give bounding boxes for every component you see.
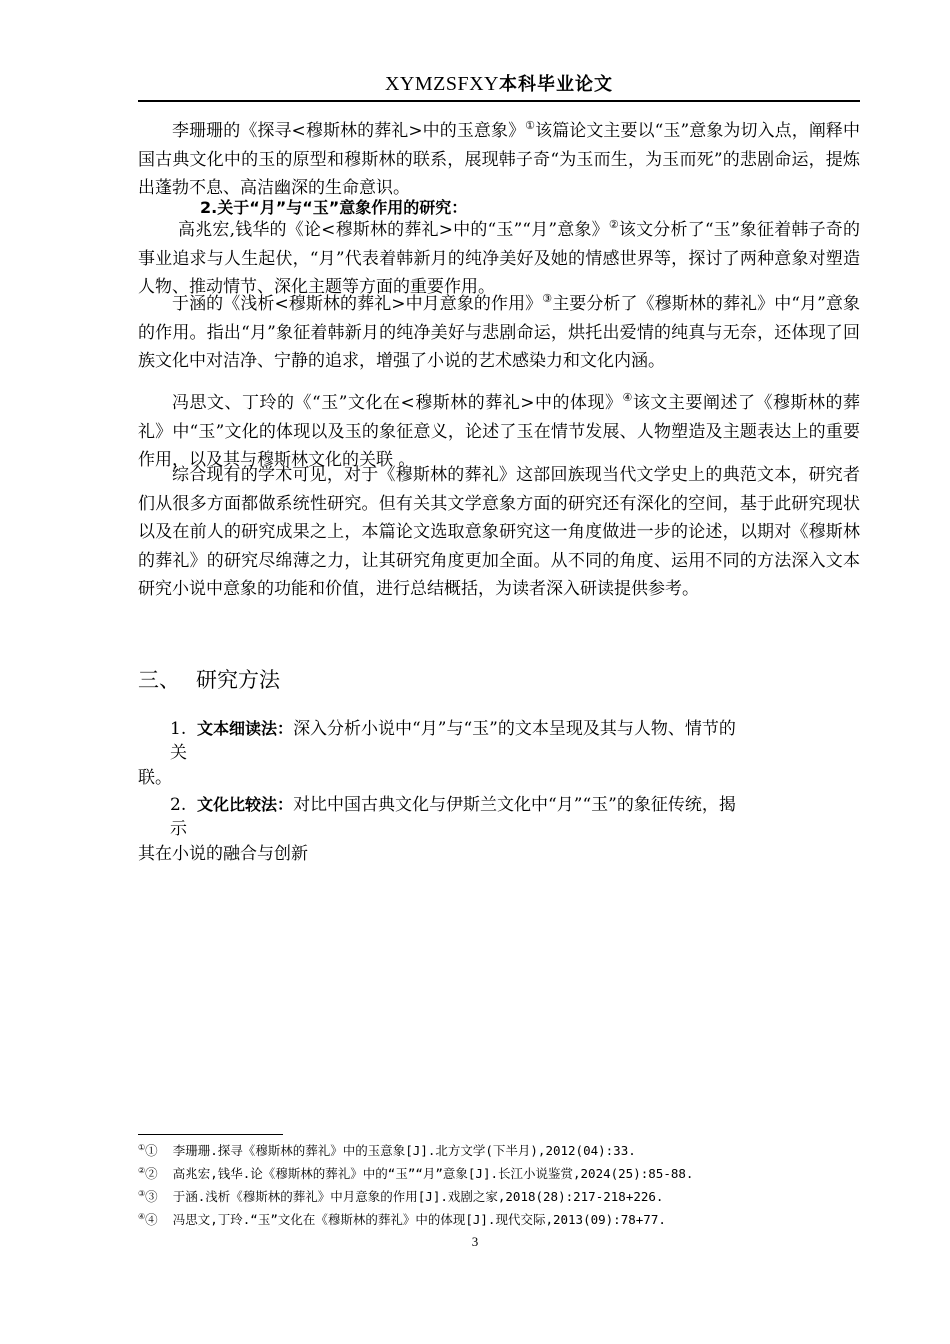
footnote-1: ①① 李珊珊.探寻《穆斯林的葬礼》中的玉意象[J].北方文学(下半月),2012(04):33. [138,1143,636,1158]
footnote-3: ③③ 于涵.浅析《穆斯林的葬礼》中月意象的作用[J].戏剧之家,2018(28):217-218+226. [138,1189,664,1204]
footnote-ref-2: ② [608,218,619,231]
paragraph-feng-siwen: 冯思文、丁玲的《“玉”文化在<穆斯林的葬礼>中的体现》④该文主要阐述了《穆斯林的葬礼》中“玉”文化的体现以及玉的象征意义，论述了玉在情节发展、人物塑造及主题表达上的重要作用，以及其与穆斯林文化的关联 。 [138,391,860,471]
section-heading [138,664,280,694]
footnote-ref-3: ③ [542,292,553,305]
method-item-2: 2. 文化比较法：对比中国古典文化与伊斯兰文化中“月”“玉”的象征传统，揭 [170,795,736,815]
method-item-2-wrap: 示 [170,819,187,839]
method-item-2-cont: 其在小说的融合与创新 [138,844,308,864]
section-title: 研究方法 [196,668,280,692]
subheading-moon-jade: 2.关于“月”与“玉”意象作用的研究： [200,198,468,217]
header-school-code: XYMZSFXY [384,73,500,95]
paragraph-li-shanshan: 李珊珊的《探寻<穆斯林的葬礼>中的玉意象》①该篇论文主要以“玉”意象为切入点，阐释中国古典文化中的玉的原型和穆斯林的联系，展现韩子奇“为玉而生，为玉而死”的悲剧命运，提炼出蓬勃不息、高洁幽深的生命意识。 [138,119,860,199]
method-item-1: 1. 文本细读法：深入分析小说中“月”与“玉”的文本呈现及其与人物、情节的 [170,719,736,739]
footnote-ref-4: ④ [622,391,633,404]
page-number: 3 [471,1234,479,1249]
paragraph-yu-han: 于涵的《浅析<穆斯林的葬礼>中月意象的作用》③主要分析了《穆斯林的葬礼》中“月”意象的作用。指出“月”象征着韩新月的纯净美好与悲剧命运，烘托出爱情的纯真与无奈，还体现了回族文化中对洁净、宁静的追求，增强了小说的艺术感染力和文化内涵。 [138,292,860,372]
header-thesis-label: 本科毕业论文 [499,74,614,95]
section-number: 三、 [138,668,180,692]
page-header [138,70,860,102]
paragraph-gao-zhaohong: 高兆宏,钱华的《论<穆斯林的葬礼>中的“玉”“月”意象》②该文分析了“玉”象征着韩子奇的事业追求与人生起伏，“月”代表着韩新月的纯净美好及她的情感世界等，探讨了两种意象对塑造人物、推动情节、深化主题等方面的重要作用。 [138,218,860,298]
footnote-divider [138,1134,283,1135]
footnote-ref-1: ① [525,119,536,132]
footnote-4: ④④ 冯思文,丁玲.“玉”文化在《穆斯林的葬礼》中的体现[J].现代交际,2013(09):78+77. [138,1212,666,1227]
method-item-1-cont: 联。 [138,768,172,788]
method-item-1-wrap: 关 [170,743,187,763]
paragraph-summary: 综合现有的学术可见，对于《穆斯林的葬礼》这部回族现当代文学史上的典范文本，研究者们从很多方面都做系统性研究。但有关其文学意象方面的研究还有深化的空间，基于此研究现状以及在前人的研究成果之上，本篇论文选取意象研究这一角度做进一步的论述，以期对《穆斯林的葬礼》的研究尽绵薄之力，让其研究角度更加全面。从不同的角度、运用不同的方法深入文本研究小说中意象的功能和价值，进行总结概括，为读者深入研读提供参考。 [138,465,860,600]
footnote-2: ②② 高兆宏,钱华.论《穆斯林的葬礼》中的“玉”“月”意象[J].长江小说鉴赏,2024(25):85-88. [138,1166,694,1181]
